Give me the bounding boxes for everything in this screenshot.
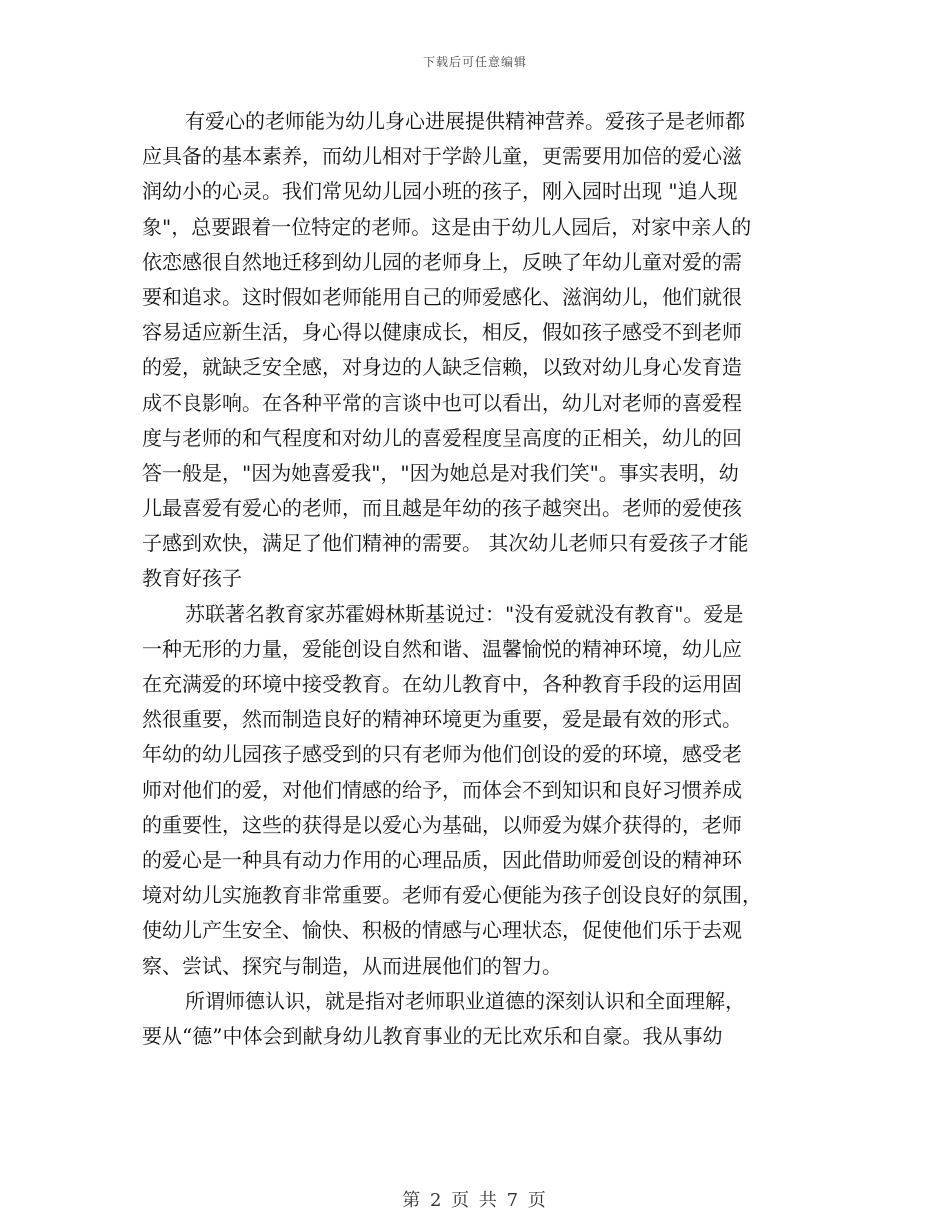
text-line: 儿最喜爱有爱心的老师，而且越是年幼的孩子越突出。老师的爱使孩: [142, 496, 742, 521]
text-line: 答一般是，"因为她喜爱我"，"因为她总是对我们笑"。事实表明，幼: [142, 460, 739, 485]
text-line: 使幼儿产生安全、愉快、积极的情感与心理状态，促使他们乐于去观: [142, 918, 742, 943]
text-line: 的爱，就缺乏安全感，对身边的人缺乏信赖，以致对幼儿身心发育造: [142, 355, 742, 380]
text-line: 度与老师的和气程度和对幼儿的喜爱程度呈高度的正相关，幼儿的回: [142, 425, 742, 450]
text-line: 然很重要，然而制造良好的精神环境更为重要，爱是最有效的形式。: [142, 707, 742, 732]
text-line: 成不良影响。在各种平常的言谈中也可以看出，幼儿对老师的喜爱程: [142, 390, 742, 415]
text-line: 年幼的幼儿园孩子感受到的只有老师为他们创设的爱的环境，感受老: [142, 742, 742, 767]
text-line: 境对幼儿实施教育非常重要。老师有爱心便能为孩子创设良好的氛围，: [142, 883, 762, 908]
text-line: 要和追求。这时假如老师能用自己的师爱感化、滋润幼儿，他们就很: [142, 284, 742, 309]
text-line: 所谓师德认识，就是指对老师职业道德的深刻认识和全面理解，: [185, 988, 745, 1013]
document-body: [142, 104, 802, 1054]
text-line: 子感到欢快，满足了他们精神的需要。 其次幼儿老师只有爱孩子才能: [142, 531, 749, 556]
text-line: 教育好孩子: [142, 566, 242, 591]
page-header-note: 下载后可任意编辑: [422, 55, 527, 69]
text-line: 有爱心的老师能为幼儿身心进展提供精神营养。爱孩子是老师都: [185, 109, 745, 133]
text-line: 苏联著名教育家苏霍姆林斯基说过："没有爱就没有教育"。爱是: [185, 601, 744, 626]
text-line: 象"，总要跟着一位特定的老师。这是由于幼儿人园后，对家中亲人的: [142, 214, 752, 239]
text-line: 润幼小的心灵。我们常见幼儿园小班的孩子，刚入园时出现 "追人现: [142, 179, 738, 204]
text-line: 要从“德”中体会到献身幼儿教育事业的无比欢乐和自豪。我从事幼: [142, 1023, 723, 1048]
text-line: 的重要性，这些的获得是以爱心为基础，以师爱为媒介获得的，老师: [142, 812, 742, 837]
text-line: 容易适应新生活，身心得以健康成长，相反，假如孩子感受不到老师: [142, 320, 742, 345]
text-line: 察、尝试、探究与制造，从而进展他们的智力。: [142, 953, 562, 978]
text-line: 的爱心是一种具有动力作用的心理品质，因此借助师爱创设的精神环: [142, 847, 742, 872]
text-line: 一种无形的力量，爱能创设自然和谐、温馨愉悦的精神环境，幼儿应: [142, 636, 742, 661]
page-number-footer: 第 2 页 共 7 页: [402, 1190, 548, 1211]
text-line: 师对他们的爱，对他们情感的给予，而体会不到知识和良好习惯养成: [142, 777, 742, 802]
text-line: 在充满爱的环境中接受教育。在幼儿教育中，各种教育手段的运用固: [142, 672, 742, 696]
text-line: 应具备的基本素养，而幼儿相对于学龄儿童，更需要用加倍的爱心滋: [142, 144, 742, 169]
text-line: 依恋感很自然地迁移到幼儿园的老师身上，反映了年幼儿童对爱的需: [142, 249, 742, 274]
